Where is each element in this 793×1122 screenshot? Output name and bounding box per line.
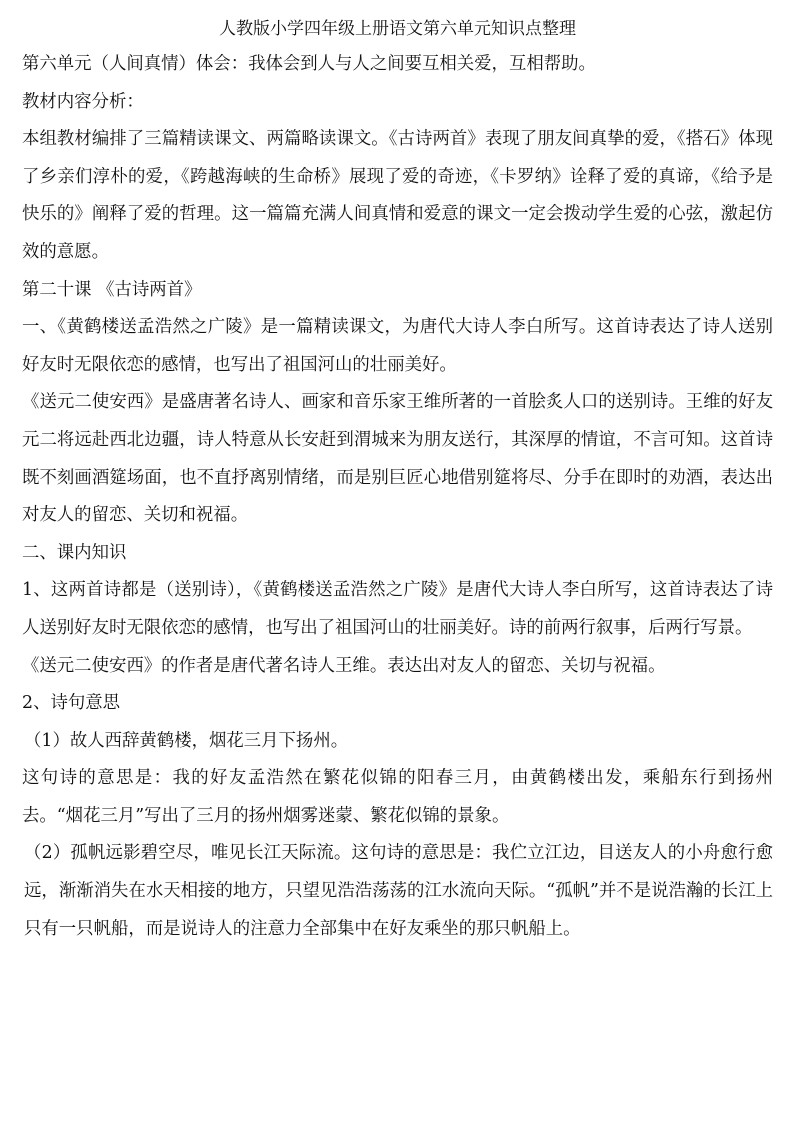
analysis-heading: 教材内容分析： xyxy=(22,91,144,112)
lesson-heading: 第二十课 《古诗两首》 xyxy=(22,279,202,300)
document-title: 人教版小学四年级上册语文第六单元知识点整理 xyxy=(219,19,576,39)
verse-1: （1）故人西辞黄鹤楼，烟花三月下扬州。 xyxy=(24,730,349,751)
item2-heading: 2、诗句意思 xyxy=(22,693,121,714)
section2-heading: 二、课内知识 xyxy=(22,542,127,563)
unit-theme: 第六单元（人间真情）体会：我体会到人与人之间要互相关爱，互相帮助。 xyxy=(22,54,596,74)
verse-1-explanation: 这句诗的意思是：我的好友孟浩然在繁花似锦的阳春三月，由黄鹤楼出发，乘船东行到扬州去。“烟花三月”写出了三月的扬州烟雾迷蒙、繁花似锦的景象。 xyxy=(22,768,773,826)
section1-paragraph-1: 一、《黄鹤楼送孟浩然之广陵》是一篇精读课文，为唐代大诗人李白所写。这首诗表达了诗人送别好友时无限依恋的感情，也写出了祖国河山的壮丽美好。 xyxy=(22,317,773,375)
section1-paragraph-2: 《送元二使安西》是盛唐著名诗人、画家和音乐家王维所著的一首脍炙人口的送别诗。王维的好友元二将远赴西北边疆，诗人特意从长安赶到渭城来为朋友送行，其深厚的情谊，不言可知。这首诗既不刻画酒筵场面，也不直抒离别情绪，而是别巨匠心地借别筵将尽、分手在即时的劝酒，表达出对友人的留恋、关切和祝福。 xyxy=(22,392,773,526)
item1-paragraph-1: 1、这两首诗都是（送别诗），《黄鹤楼送孟浩然之广陵》是唐代大诗人李白所写，这首诗表达了诗人送别好友时无限依恋的感情，也写出了祖国河山的壮丽美好。诗的前两行叙事，后两行写景。 xyxy=(22,580,773,638)
analysis-paragraph: 本组教材编排了三篇精读课文、两篇略读课文。《古诗两首》表现了朋友间真挚的爱，《搭石》体现了乡亲们淳朴的爱，《跨越海峡的生命桥》展现了爱的奇迹，《卡罗纳》诠释了爱的真谛，《给予是快乐的》阐释了爱的哲理。这一篇篇充满人间真情和爱意的课文一定会拨动学生爱的心弦，激起仿效的意愿。 xyxy=(22,129,773,262)
item1-paragraph-2: 《送元二使安西》的作者是唐代著名诗人王维。表达出对友人的留恋、关切与祝福。 xyxy=(22,655,666,676)
verse-2-explanation: （2）孤帆远影碧空尽，唯见长江天际流。这句诗的意思是：我伫立江边，目送友人的小舟愈行愈远，渐渐消失在水天相接的地方，只望见浩浩荡荡的江水流向天际。“孤帆”并不是说浩瀚的长江上只有一只帆船，而是说诗人的注意力全部集中在好友乘坐的那只帆船上。 xyxy=(24,843,773,939)
